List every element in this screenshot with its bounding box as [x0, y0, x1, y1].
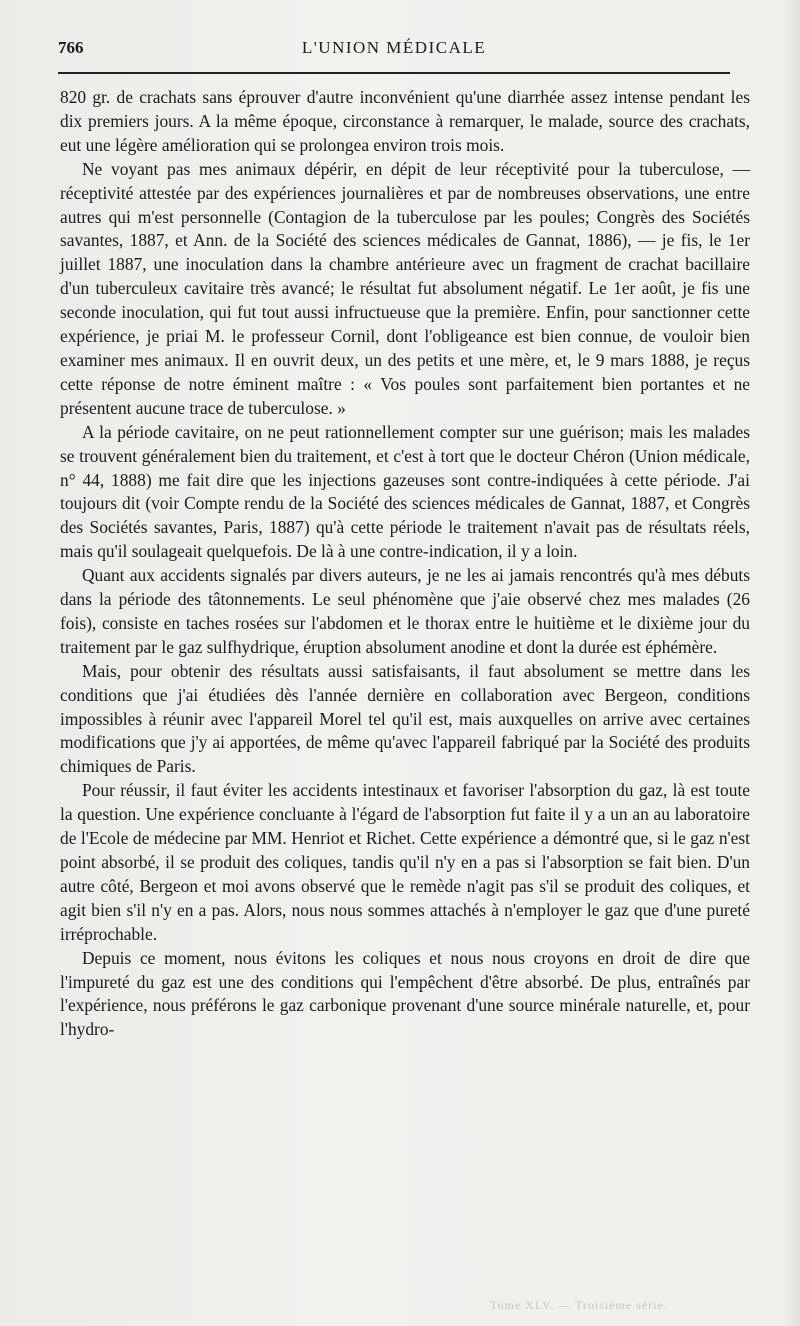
body-text — [60, 86, 750, 1042]
page-edge-shadow — [782, 0, 800, 1326]
page-header — [58, 30, 730, 70]
page-number: 766 — [58, 38, 84, 57]
paragraph: Ne voyant pas mes animaux dépérir, en dépit de leur réceptivité pour la tuberculose, — réceptivité attestée par des expériences journalières et par de nombreuses observations, une entre autres qui m'est personnelle (Contagion de la tuberculose par les poules; Congrès des Sociétés savantes, 1887, et Ann. de la Société des sciences médicales de Gannat, 1886), — je fis, le 1er juillet 1887, une inoculation dans la chambre antérieure avec un fragment de crachat bacillaire d'un tuberculeux cavitaire très avancé; le résultat fut absolument négatif. Le 1er août, je fis une seconde inoculation, qui fut tout aussi infructueuse que la première. Enfin, pour sanctionner cette expérience, je priai M. le professeur Cornil, dont l'obligeance est bien connue, de vouloir bien examiner mes animaux. Il en ouvrit deux, un des petits et une mère, et, le 9 mars 1888, je reçus cette réponse de notre éminent maître : « Vos poules sont parfaitement bien portantes et ne présentent aucune trace de tuberculose. » — [60, 158, 750, 418]
paragraph: Quant aux accidents signalés par divers auteurs, je ne les ai jamais rencontrés qu'à mes débuts dans la période des tâtonnements. Le seul phénomène que j'aie observé chez mes malades (26 fois), consiste en taches rosées sur l'abdomen et le thorax entre le huitième et le dixième jour du traitement par le gaz sulfhydrique, éruption absolument anodine et dont la durée est éphémère. — [60, 565, 750, 657]
paragraph: Pour réussir, il faut éviter les accidents intestinaux et favoriser l'absorption du gaz, là est toute la question. Une expérience concluante à l'égard de l'absorption fut faite il y a un an au laboratoire de l'Ecole de médecine par MM. Henriot et Richet. Cette expérience a démontré que, si le gaz n'est point absorbé, il se produit des coliques, tandis qu'il n'y en a pas si l'absorption se fait bien. D'un autre côté, Bergeon et moi avons observé que le remède n'agit pas s'il se produit des coliques, et agit bien s'il n'y en a pas. Alors, nous nous sommes attachés à n'employer le gaz que d'une pureté irréprochable. — [60, 780, 750, 944]
running-title: L'UNION MÉDICALE — [301, 38, 487, 57]
paragraph: Depuis ce moment, nous évitons les coliques et nous nous croyons en droit de dire que l'impureté du gaz est une des conditions qui l'empêchent d'être absorbé. De plus, entraînés par l'expérience, nous préférons le gaz carbonique provenant d'une source minérale naturelle, et, pour l'hydro- — [60, 947, 750, 1040]
paragraph: A la période cavitaire, on ne peut rationnellement compter sur une guérison; mais les malades se trouvent généralement bien du traitement, et c'est à tort que le docteur Chéron (Union médicale, n° 44, 1888) me fait dire que les injections gazeuses sont contre-indiquées à cette période. J'ai toujours dit (voir Compte rendu de la Société des sciences médicales de Gannat, 1887, et Congrès des Sociétés savantes, Paris, 1887) qu'à cette période le traitement n'avait pas de résultats réels, mais qu'il soulageait quelquefois. De là à une contre-indication, il y a loin. — [60, 421, 750, 562]
paragraph: 820 gr. de crachats sans éprouver d'autre inconvénient qu'une diarrhée assez intense pendant les dix premiers jours. A la même époque, circonstance à remarquer, le malade, source des crachats, eut une légère amélioration qui se prolongea environ trois mois. — [60, 87, 750, 155]
faint-footer-text: Tome XLV. — Troisième série. — [490, 1298, 668, 1312]
header-rule — [58, 72, 730, 74]
paragraph: Mais, pour obtenir des résultats aussi satisfaisants, il faut absolument se mettre dans les conditions que j'ai étudiées dès l'année dernière en collaboration avec Bergeon, conditions impossibles à réunir avec l'appareil Morel tel qu'il est, mais auxquelles on arrive avec certaines modifications que j'y ai apportées, de même qu'avec l'appareil fabriqué par la Société des produits chimiques de Paris. — [60, 660, 750, 777]
